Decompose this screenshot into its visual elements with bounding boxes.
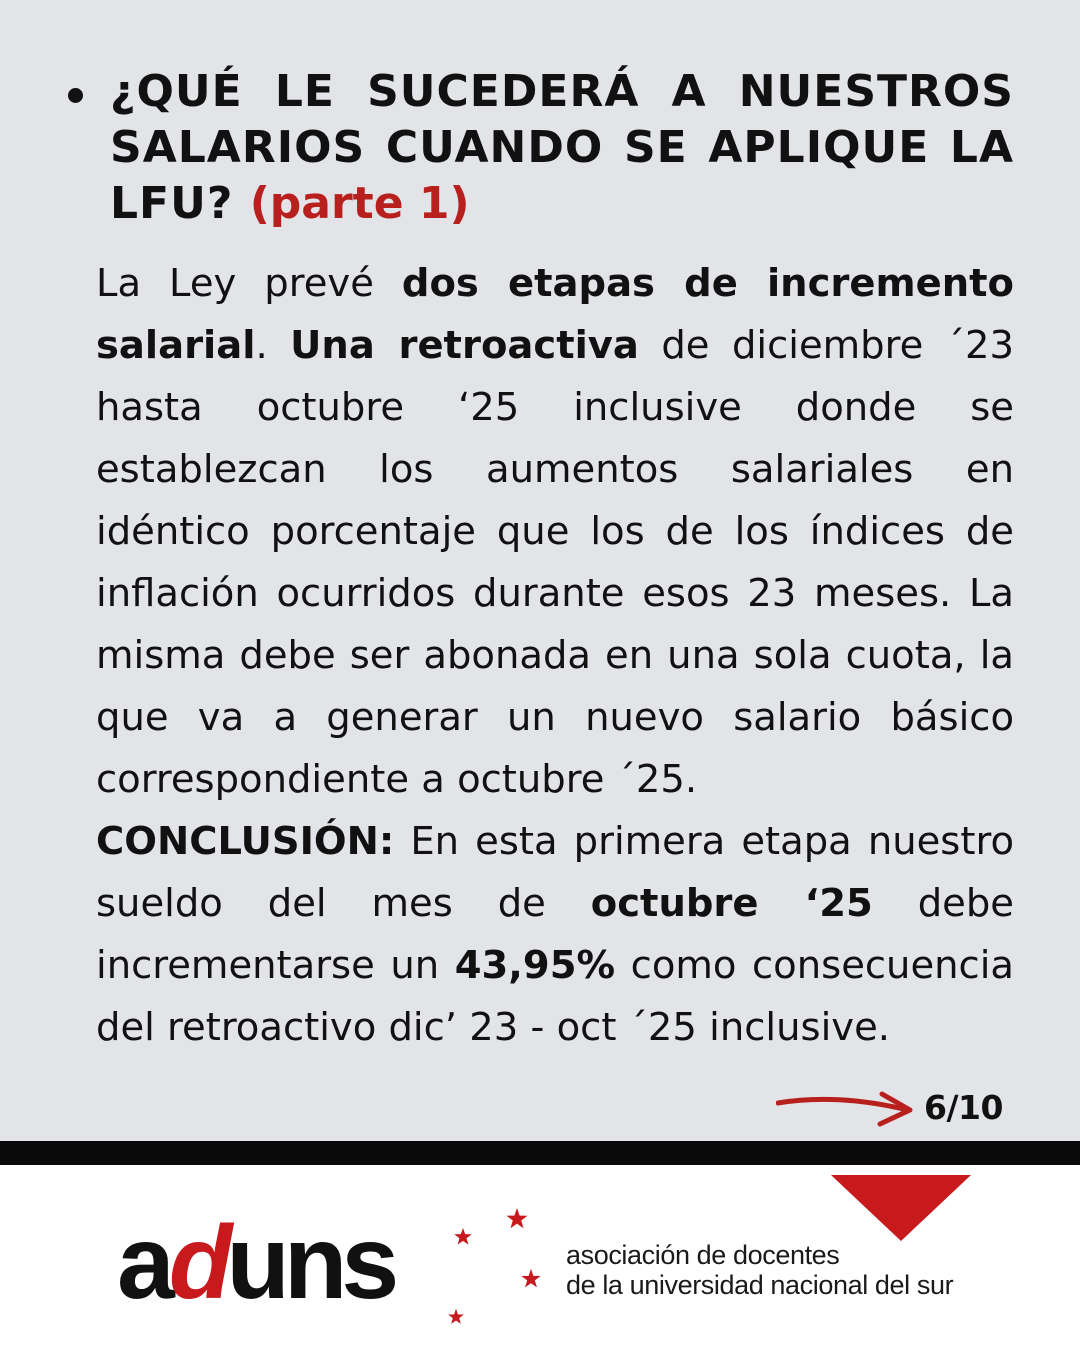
divider-bar: [0, 1141, 1080, 1165]
org-name-line2: de la universidad nacional del sur: [566, 1270, 954, 1300]
page-indicator: 6/10: [924, 1087, 1003, 1127]
text-run: como consecuencia del retroactivo dic’ 23 - oct ´25 inclusive.: [96, 943, 1014, 1050]
paragraph-laws: [96, 253, 1014, 811]
paragraph-conclusion: [96, 811, 1014, 1059]
pager: [776, 1086, 1003, 1128]
heading-text: ¿QUÉ LE SUCEDERÁ A NUESTROS SALARIOS CUANDO SE APLIQUE LA LFU?: [110, 66, 1014, 229]
percentage-value: 43,95%: [454, 943, 616, 988]
text-run: La Ley prevé: [96, 261, 402, 306]
bold-run: Una retroactiva: [290, 323, 639, 368]
text-run: En esta primera etapa nuestro sueldo del mes de: [96, 819, 1014, 926]
bold-run: dos etapas de incremento salarial: [96, 261, 1014, 368]
star-icon: [505, 1207, 529, 1231]
text-run: .: [255, 323, 291, 368]
logo-letter: uns: [226, 1205, 394, 1321]
heading-title: [110, 64, 1014, 232]
heading-accent: (parte 1): [249, 178, 470, 229]
star-icon: [447, 1308, 465, 1326]
triangle-icon: [831, 1175, 971, 1241]
star-icon: [520, 1268, 542, 1290]
body-text: [96, 253, 1014, 1059]
logo-letter: a: [117, 1205, 169, 1321]
bold-run: octubre ‘25: [590, 881, 873, 926]
logo-wordmark: [117, 1198, 393, 1328]
logo-letter-accent: d: [168, 1205, 227, 1321]
org-name-line1: asociación de docentes: [566, 1240, 840, 1270]
organization-name: [566, 1240, 953, 1300]
conclusion-label: CONCLUSIÓN:: [96, 819, 395, 864]
bullet-icon: [68, 88, 83, 103]
aduns-logo: [117, 1198, 547, 1328]
arrow-right-icon: [776, 1086, 916, 1128]
text-run: de diciembre ´23 hasta octubre ‘25 inclusive donde se establezcan los aumentos salariales en idéntico porcentaje que los de los índices de inflación ocurridos durante esos 23 meses. La misma debe ser abonada en una sola cuota, la que va a generar un nuevo salario básico correspondiente a octubre ´25.: [96, 323, 1014, 802]
heading: [68, 64, 1014, 232]
text-run: debe incrementarse un: [96, 881, 1014, 988]
star-icon: [453, 1227, 473, 1247]
